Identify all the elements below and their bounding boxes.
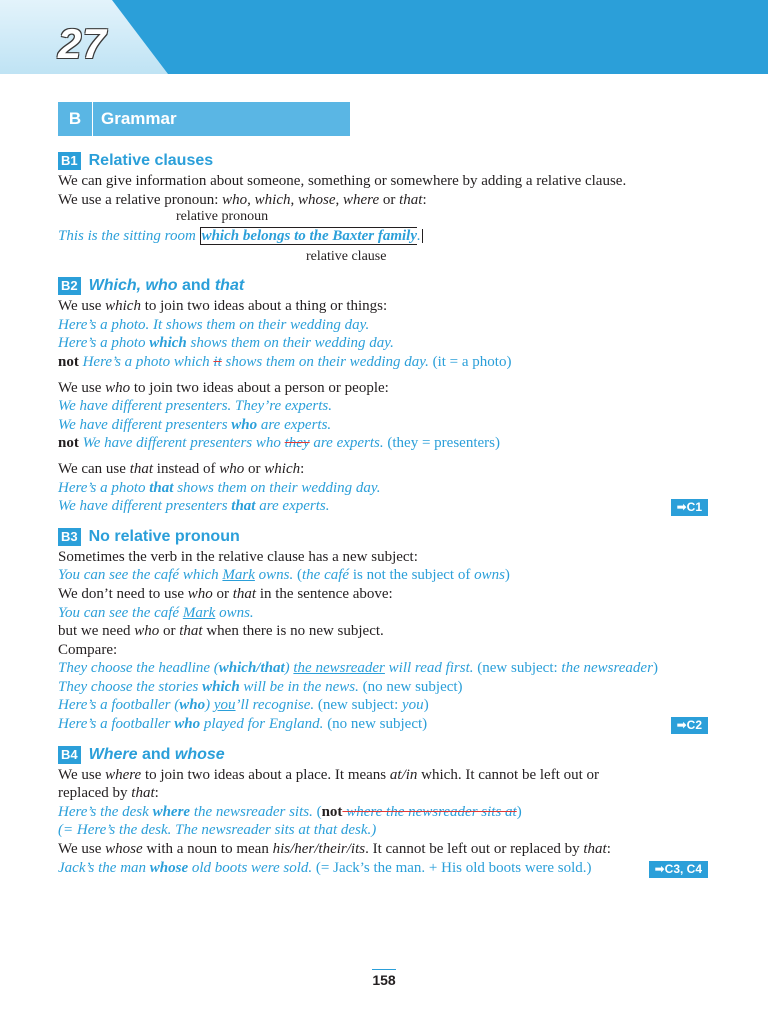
- b2-p1-example-1: Here’s a photo. It shows them on their wedding day.: [58, 316, 370, 333]
- b4-badge: B4: [58, 746, 81, 764]
- xref-c1-button[interactable]: ➡C1: [671, 499, 708, 516]
- b2-p2-intro: We use who to join two ideas about a person or people:: [58, 379, 389, 396]
- b3-example-1: You can see the café which Mark owns. (the café is not the subject of owns): [58, 567, 510, 584]
- unit-number: 27: [58, 20, 107, 67]
- b3-compare: Compare:: [58, 641, 118, 658]
- page-number: 158: [0, 972, 768, 988]
- b1-line-1: We can give information about someone, something or somewhere by adding a relative clause.: [58, 173, 627, 189]
- b1-line-2: We use a relative pronoun: who, which, whose, where or that:: [58, 191, 427, 208]
- b4-line-3: We use whose with a noun to mean his/her/their/its. It cannot be left out or replaced by that:: [58, 841, 611, 858]
- xref-c2-button[interactable]: ➡C2: [671, 717, 708, 734]
- header-graphic: [0, 0, 768, 74]
- b2-p2-example-2: We have different presenters who are experts.: [58, 416, 332, 433]
- section-letter: B: [58, 102, 93, 136]
- b3-badge: B3: [58, 528, 81, 546]
- xref-c3-c4-button[interactable]: ➡C3, C4: [649, 861, 708, 878]
- section-title: Grammar: [101, 109, 177, 128]
- b3-heading: [58, 528, 708, 546]
- b2-p3-intro: We can use that instead of who or which:: [58, 460, 305, 477]
- relative-pronoun-label: relative pronoun: [176, 209, 269, 225]
- b2-p3-example-2: We have different presenters that are experts. ➡C1: [58, 497, 708, 516]
- b2-p2-example-3: not We have different presenters who they are experts. (they = presenters): [58, 435, 500, 452]
- b3-line-1: Sometimes the verb in the relative clause has a new subject:: [58, 548, 418, 565]
- b3-compare-1: They choose the headline (which/that) the newsreader will read first. (new subject: the newsreader): [58, 660, 658, 677]
- b2-p1-intro: We use which to join two ideas about a thing or things:: [58, 298, 388, 315]
- b2-heading: B2 Which, who and that: [58, 277, 708, 295]
- b4-line-2: replaced by that:: [58, 785, 159, 802]
- b3-compare-3: Here’s a footballer (who) you’ll recognise. (new subject: you): [58, 697, 429, 714]
- b2-badge: B2: [58, 277, 81, 295]
- b4-heading: B4 Where and whose: [58, 746, 708, 764]
- b3-title: No relative pronoun: [88, 527, 240, 545]
- b4-line-1: We use where to join two ideas about a place. It means at/in which. It cannot be left out or: [58, 766, 600, 783]
- b3-line-2: We don’t need to use who or that in the sentence above:: [58, 585, 393, 602]
- header-bar: [0, 0, 768, 74]
- relative-clause-label: relative clause: [306, 249, 387, 265]
- b4-example-2: (= Here’s the desk. The newsreader sits at that desk.): [58, 822, 377, 839]
- b3-compare-4: Here’s a footballer who played for England. (no new subject) ➡C2: [58, 715, 708, 734]
- b2-p3-example-1: Here’s a photo that shows them on their wedding day.: [58, 479, 381, 496]
- b2-p1-example-3: not Here’s a photo which it shows them on their wedding day. (it = a photo): [58, 353, 512, 370]
- b2-p1-example-2: Here’s a photo which shows them on their wedding day.: [58, 335, 394, 352]
- b3-compare-2: They choose the stories which will be in the news. (no new subject): [58, 678, 463, 695]
- b1-badge: B1: [58, 152, 81, 170]
- b1-example: This is the sitting room which belongs to the Baxter family.: [58, 228, 421, 245]
- b3-line-3: but we need who or that when there is no new subject.: [58, 623, 384, 640]
- b2-p2-example-1: We have different presenters. They’re experts.: [58, 398, 332, 415]
- b4-example-3: Jack’s the man whose old boots were sold. (= Jack’s the man. + His old boots were sold.) ➡C3, C4: [58, 859, 708, 878]
- b4-example-1: Here’s the desk where the newsreader sits. (not where the newsreader sits at): [58, 803, 522, 820]
- b3-example-2: You can see the café Mark owns.: [58, 604, 254, 621]
- b1-heading: [58, 152, 708, 170]
- b1-title: Relative clauses: [88, 152, 214, 169]
- section-header: [58, 102, 350, 136]
- relative-clause-diagram: [58, 209, 708, 267]
- content: [58, 152, 708, 877]
